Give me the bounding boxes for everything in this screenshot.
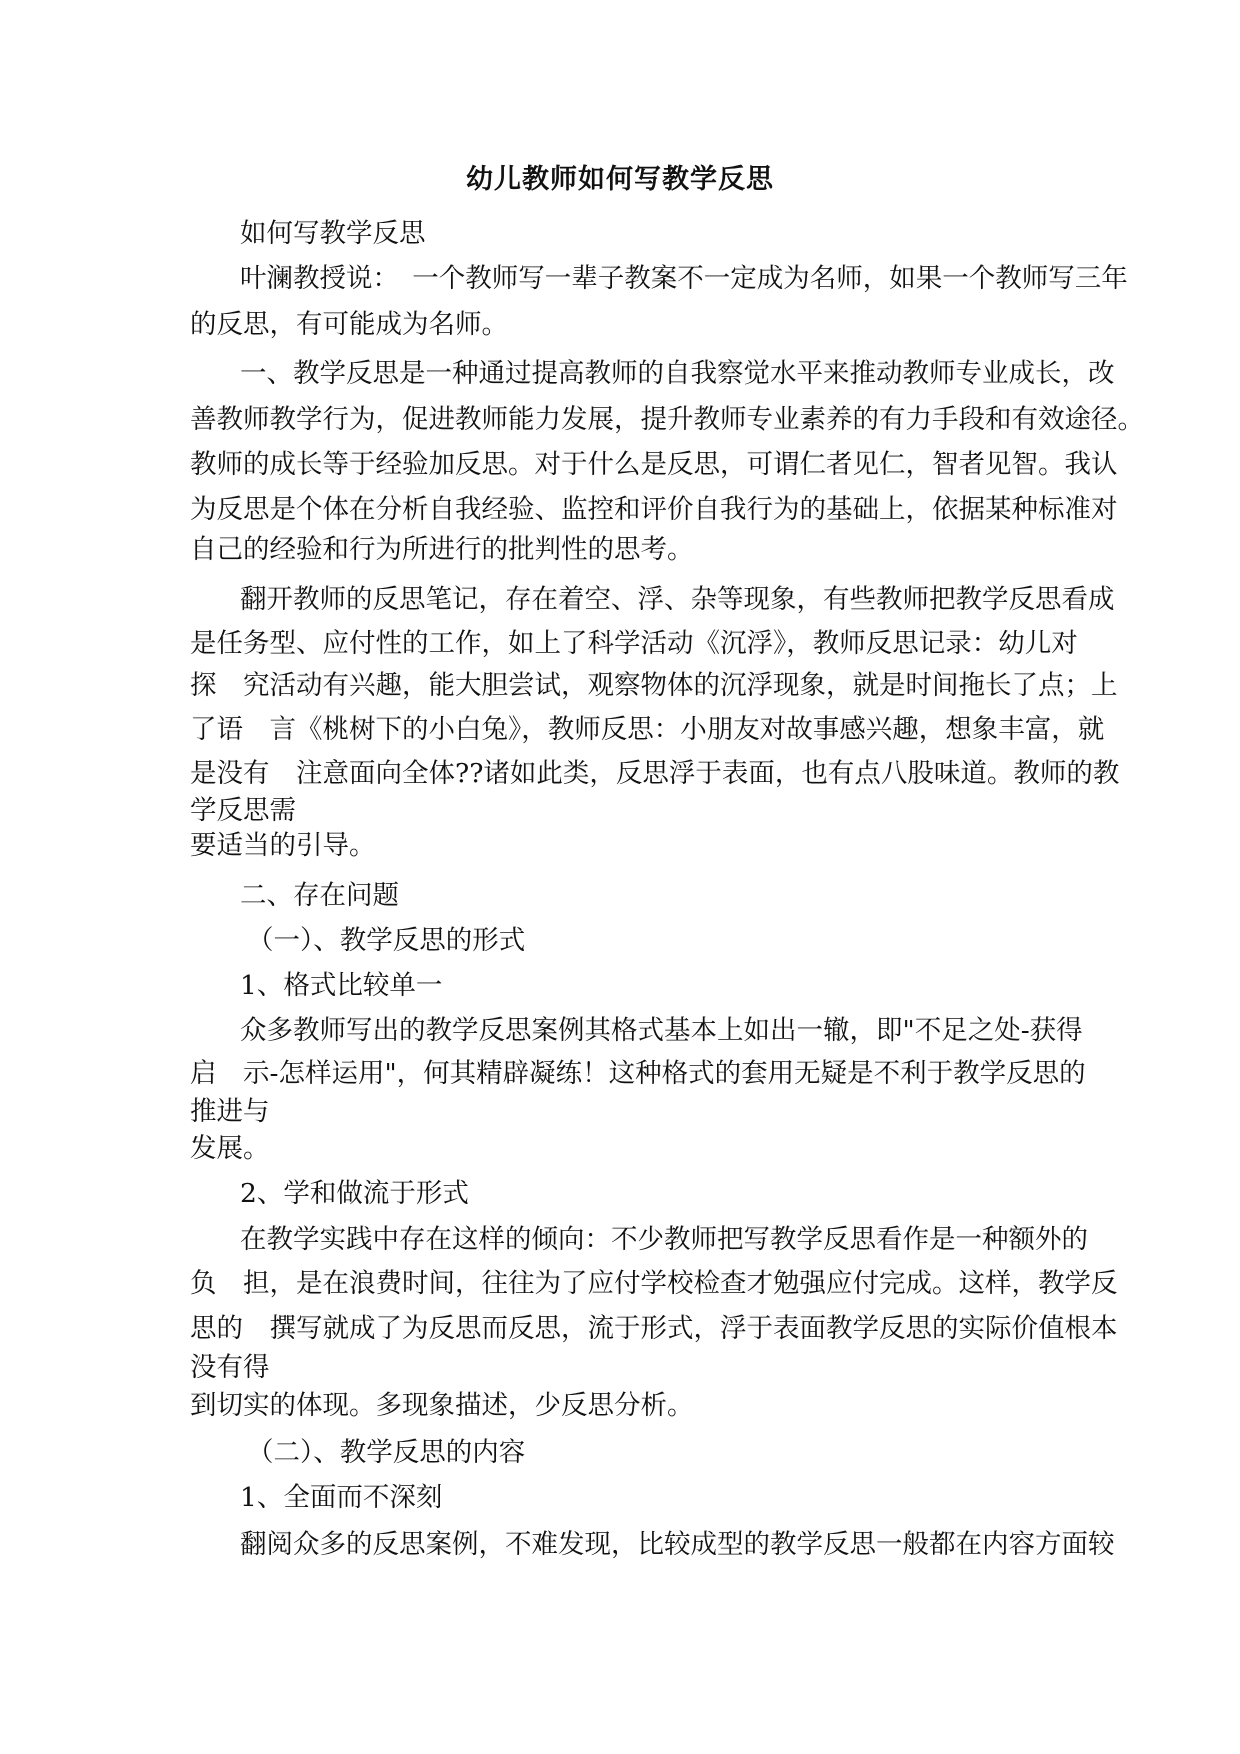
paragraph-line: 如何写教学反思 <box>240 218 426 249</box>
paragraph-line: 在教学实践中存在这样的倾向：不少教师把写教学反思看作是一种额外的 <box>240 1224 1088 1255</box>
paragraph-line: 翻阅众多的反思案例，不难发现，比较成型的教学反思一般都在内容方面较 <box>240 1529 1115 1560</box>
document-title: 幼儿教师如何写教学反思 <box>466 164 774 195</box>
paragraph-line: 叶澜教授说： 一个教师写一辈子教案不一定成为名师，如果一个教师写三年 <box>240 263 1128 294</box>
paragraph-line: 推进与 <box>190 1096 270 1127</box>
paragraph-line: 一、教学反思是一种通过提高教师的自我察觉水平来推动教师专业成长，改 <box>240 358 1115 389</box>
paragraph-line: 启 示-怎样运用"，何其精辟凝练！这种格式的套用无疑是不利于教学反思的 <box>190 1058 1086 1089</box>
paragraph-line: 到切实的体现。多现象描述，少反思分析。 <box>190 1390 694 1421</box>
paragraph-line: 学反思需 <box>190 795 296 826</box>
paragraph-line: 善教师教学行为，促进教师能力发展，提升教师专业素养的有力手段和有效途径。 <box>190 404 1144 435</box>
paragraph-line: 自己的经验和行为所进行的批判性的思考。 <box>190 534 694 565</box>
paragraph-line: 探 究活动有兴趣，能大胆尝试，观察物体的沉浮现象，就是时间拖长了点；上 <box>190 670 1118 701</box>
paragraph-line: 教师的成长等于经验加反思。对于什么是反思，可谓仁者见仁，智者见智。我认 <box>190 449 1118 480</box>
paragraph-line: 是任务型、应付性的工作，如上了科学活动《沉浮》，教师反思记录：幼儿对 <box>190 628 1078 659</box>
paragraph-line: 是没有 注意面向全体??诸如此类，反思浮于表面，也有点八股味道。教师的教 <box>190 758 1120 789</box>
item-heading: 1、格式比较单一 <box>240 970 443 1001</box>
subsection-heading: （一）、教学反思的形式 <box>247 925 526 956</box>
paragraph-line: 思的 撰写就成了为反思而反思，流于形式，浮于表面教学反思的实际价值根本 <box>190 1313 1118 1344</box>
section-heading: 二、存在问题 <box>240 880 399 911</box>
paragraph-line: 发展。 <box>190 1133 270 1164</box>
paragraph-line: 的反思，有可能成为名师。 <box>190 309 508 340</box>
paragraph-line: 了语 言《桃树下的小白兔》，教师反思：小朋友对故事感兴趣，想象丰富，就 <box>190 714 1105 745</box>
paragraph-line: 翻开教师的反思笔记，存在着空、浮、杂等现象，有些教师把教学反思看成 <box>240 584 1115 615</box>
paragraph-line: 没有得 <box>190 1352 270 1383</box>
paragraph-line: 要适当的引导。 <box>190 830 376 861</box>
item-heading: 2、学和做流于形式 <box>240 1178 469 1209</box>
subsection-heading: （二）、教学反思的内容 <box>247 1437 526 1468</box>
paragraph-line: 为反思是个体在分析自我经验、监控和评价自我行为的基础上，依据某种标准对 <box>190 494 1118 525</box>
paragraph-line: 负 担，是在浪费时间，往往为了应付学校检查才勉强应付完成。这样，教学反 <box>190 1268 1118 1299</box>
item-heading: 1、全面而不深刻 <box>240 1482 443 1513</box>
paragraph-line: 众多教师写出的教学反思案例其格式基本上如出一辙，即"不足之处-获得 <box>240 1015 1083 1046</box>
